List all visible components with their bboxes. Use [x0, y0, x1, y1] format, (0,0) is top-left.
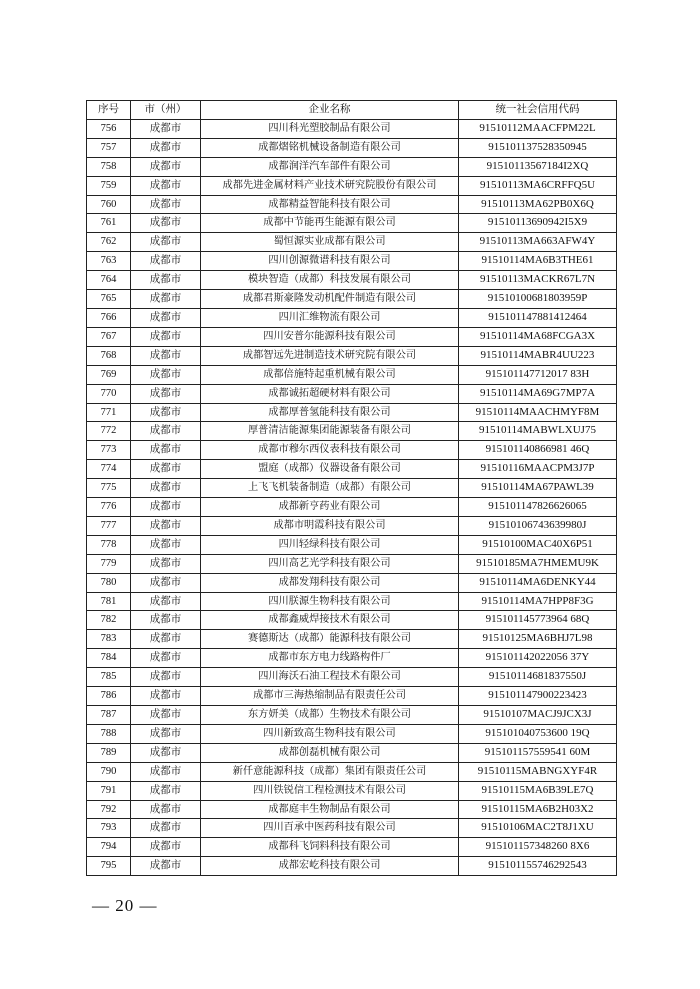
city-cell: 成都市 — [131, 290, 201, 309]
header-name: 企业名称 — [201, 101, 459, 120]
credit-code-cell: 91510114681837550J — [459, 668, 617, 687]
credit-code-cell: 915101147712017 83H — [459, 365, 617, 384]
company-name-cell: 成都发翔科技有限公司 — [201, 573, 459, 592]
seq-cell: 756 — [87, 119, 131, 138]
table-row — [87, 214, 617, 233]
credit-code-cell: 915101147826626065 — [459, 498, 617, 517]
city-cell: 成都市 — [131, 573, 201, 592]
city-cell: 成都市 — [131, 403, 201, 422]
credit-code-cell: 91510114MA7HPP8F3G — [459, 592, 617, 611]
credit-code-cell: 91510114MA6B3THE61 — [459, 252, 617, 271]
seq-cell: 758 — [87, 157, 131, 176]
credit-code-cell: 91510113690942I5X9 — [459, 214, 617, 233]
company-name-cell: 四川朕源生物科技有限公司 — [201, 592, 459, 611]
table-row — [87, 290, 617, 309]
header-seq: 序号 — [87, 101, 131, 120]
seq-cell: 766 — [87, 308, 131, 327]
credit-code-cell: 91510100MAC40X6P51 — [459, 535, 617, 554]
credit-code-cell: 915101040753600 19Q — [459, 724, 617, 743]
company-name-cell: 四川新致高生物科技有限公司 — [201, 724, 459, 743]
seq-cell: 783 — [87, 630, 131, 649]
table-row — [87, 233, 617, 252]
credit-code-cell: 91510100681803959P — [459, 290, 617, 309]
city-cell: 成都市 — [131, 762, 201, 781]
seq-cell: 784 — [87, 649, 131, 668]
city-cell: 成都市 — [131, 479, 201, 498]
city-cell: 成都市 — [131, 611, 201, 630]
seq-cell: 757 — [87, 138, 131, 157]
table-row — [87, 138, 617, 157]
seq-cell: 767 — [87, 327, 131, 346]
table-row — [87, 157, 617, 176]
company-name-cell: 四川高艺光学科技有限公司 — [201, 554, 459, 573]
credit-code-cell: 915101137528350945 — [459, 138, 617, 157]
seq-cell: 768 — [87, 346, 131, 365]
company-name-cell: 成都宏屹科技有限公司 — [201, 857, 459, 876]
table-row — [87, 554, 617, 573]
seq-cell: 762 — [87, 233, 131, 252]
city-cell: 成都市 — [131, 460, 201, 479]
seq-cell: 770 — [87, 384, 131, 403]
table-header — [87, 101, 617, 120]
city-cell: 成都市 — [131, 630, 201, 649]
company-name-cell: 东方妍美（成都）生物技术有限公司 — [201, 706, 459, 725]
seq-cell: 782 — [87, 611, 131, 630]
seq-cell: 795 — [87, 857, 131, 876]
city-cell: 成都市 — [131, 592, 201, 611]
company-name-cell: 成都熠铭机械设备制造有限公司 — [201, 138, 459, 157]
city-cell: 成都市 — [131, 724, 201, 743]
company-name-cell: 成都润洋汽车部件有限公司 — [201, 157, 459, 176]
seq-cell: 765 — [87, 290, 131, 309]
city-cell: 成都市 — [131, 687, 201, 706]
credit-code-cell: 915101147900223423 — [459, 687, 617, 706]
company-name-cell: 成都科飞饲料科技有限公司 — [201, 838, 459, 857]
table-row — [87, 271, 617, 290]
table-row — [87, 346, 617, 365]
table-row — [87, 668, 617, 687]
city-cell: 成都市 — [131, 346, 201, 365]
table-row — [87, 706, 617, 725]
credit-code-cell: 91510185MA7HMEMU9K — [459, 554, 617, 573]
company-name-cell: 四川铁锐信工程检测技术有限公司 — [201, 781, 459, 800]
table-body — [87, 119, 617, 875]
table-row — [87, 516, 617, 535]
company-name-cell: 盟庭（成都）仪器设备有限公司 — [201, 460, 459, 479]
company-name-cell: 成都精益智能科技有限公司 — [201, 195, 459, 214]
company-name-cell: 成都先进金属材料产业技术研究院股份有限公司 — [201, 176, 459, 195]
credit-code-cell: 91510114MA6DENKY44 — [459, 573, 617, 592]
seq-cell: 760 — [87, 195, 131, 214]
table-row — [87, 573, 617, 592]
table-row — [87, 743, 617, 762]
table-row — [87, 857, 617, 876]
company-name-cell: 新仟意能源科技（成都）集团有限责任公司 — [201, 762, 459, 781]
credit-code-cell: 91510106743639980J — [459, 516, 617, 535]
credit-code-cell: 915101140866981 46Q — [459, 441, 617, 460]
table-row — [87, 800, 617, 819]
credit-code-cell: 91510114MAACHMYF8M — [459, 403, 617, 422]
credit-code-cell: 915101142022056 37Y — [459, 649, 617, 668]
credit-code-cell: 91510125MA6BHJ7L98 — [459, 630, 617, 649]
credit-code-cell: 915101145773964 68Q — [459, 611, 617, 630]
city-cell: 成都市 — [131, 365, 201, 384]
seq-cell: 761 — [87, 214, 131, 233]
city-cell: 成都市 — [131, 649, 201, 668]
seq-cell: 794 — [87, 838, 131, 857]
city-cell: 成都市 — [131, 308, 201, 327]
credit-code-cell: 91510115MA6B2H03X2 — [459, 800, 617, 819]
credit-code-cell: 91510114MA68FCGA3X — [459, 327, 617, 346]
seq-cell: 791 — [87, 781, 131, 800]
table-row — [87, 422, 617, 441]
seq-cell: 786 — [87, 687, 131, 706]
city-cell: 成都市 — [131, 422, 201, 441]
credit-code-cell: 91510113MA62PB0X6Q — [459, 195, 617, 214]
table-row — [87, 592, 617, 611]
credit-code-cell: 91510116MAACPM3J7P — [459, 460, 617, 479]
header-city: 市（州） — [131, 101, 201, 120]
credit-code-cell: 91510113MA6CRFFQ5U — [459, 176, 617, 195]
table-row — [87, 498, 617, 517]
city-cell: 成都市 — [131, 271, 201, 290]
company-name-cell: 赛德斯达（成都）能源科技有限公司 — [201, 630, 459, 649]
credit-code-cell: 91510107MACJ9JCX3J — [459, 706, 617, 725]
table-row — [87, 119, 617, 138]
company-name-cell: 成都市三海热缩制品有限责任公司 — [201, 687, 459, 706]
table-row — [87, 724, 617, 743]
seq-cell: 764 — [87, 271, 131, 290]
company-name-cell: 成都市穆尔西仪表科技有限公司 — [201, 441, 459, 460]
seq-cell: 780 — [87, 573, 131, 592]
seq-cell: 790 — [87, 762, 131, 781]
credit-code-cell: 91510112MAACFPM22L — [459, 119, 617, 138]
credit-code-cell: 91510106MAC2T8J1XU — [459, 819, 617, 838]
company-name-cell: 成都创磊机械有限公司 — [201, 743, 459, 762]
company-name-cell: 成都中节能再生能源有限公司 — [201, 214, 459, 233]
seq-cell: 777 — [87, 516, 131, 535]
city-cell: 成都市 — [131, 535, 201, 554]
credit-code-cell: 91510115MABNGXYF4R — [459, 762, 617, 781]
company-name-cell: 成都诚拓超硬材料有限公司 — [201, 384, 459, 403]
city-cell: 成都市 — [131, 441, 201, 460]
company-name-cell: 四川百承中医药科技有限公司 — [201, 819, 459, 838]
city-cell: 成都市 — [131, 706, 201, 725]
company-name-cell: 四川科光塑胶制品有限公司 — [201, 119, 459, 138]
city-cell: 成都市 — [131, 214, 201, 233]
table-row — [87, 535, 617, 554]
seq-cell: 789 — [87, 743, 131, 762]
seq-cell: 763 — [87, 252, 131, 271]
credit-code-cell: 915101157559541 60M — [459, 743, 617, 762]
city-cell: 成都市 — [131, 498, 201, 517]
credit-code-cell: 91510114MA67PAWL39 — [459, 479, 617, 498]
seq-cell: 788 — [87, 724, 131, 743]
seq-cell: 793 — [87, 819, 131, 838]
seq-cell: 769 — [87, 365, 131, 384]
seq-cell: 781 — [87, 592, 131, 611]
company-name-cell: 成都倍施特起重机械有限公司 — [201, 365, 459, 384]
table-row — [87, 611, 617, 630]
seq-cell: 776 — [87, 498, 131, 517]
company-name-cell: 成都智远先进制造技术研究院有限公司 — [201, 346, 459, 365]
company-name-cell: 模块智造（成都）科技发展有限公司 — [201, 271, 459, 290]
table-row — [87, 308, 617, 327]
company-name-cell: 成都庭丰生物制品有限公司 — [201, 800, 459, 819]
city-cell: 成都市 — [131, 743, 201, 762]
company-name-cell: 成都市明霞科技有限公司 — [201, 516, 459, 535]
table-row — [87, 327, 617, 346]
city-cell: 成都市 — [131, 119, 201, 138]
seq-cell: 759 — [87, 176, 131, 195]
seq-cell: 775 — [87, 479, 131, 498]
table-row — [87, 252, 617, 271]
company-name-cell: 四川海沃石油工程技术有限公司 — [201, 668, 459, 687]
seq-cell: 772 — [87, 422, 131, 441]
city-cell: 成都市 — [131, 668, 201, 687]
table-row — [87, 762, 617, 781]
city-cell: 成都市 — [131, 195, 201, 214]
company-name-cell: 蜀恒源实业成都有限公司 — [201, 233, 459, 252]
city-cell: 成都市 — [131, 384, 201, 403]
page-number: — 20 — — [92, 896, 158, 915]
city-cell: 成都市 — [131, 233, 201, 252]
table-row — [87, 403, 617, 422]
company-name-cell: 成都厚普氢能科技有限公司 — [201, 403, 459, 422]
header-row — [87, 101, 617, 120]
table-row — [87, 479, 617, 498]
company-name-cell: 成都鑫威焊接技术有限公司 — [201, 611, 459, 630]
company-name-cell: 四川汇维物流有限公司 — [201, 308, 459, 327]
city-cell: 成都市 — [131, 819, 201, 838]
city-cell: 成都市 — [131, 838, 201, 857]
company-name-cell: 成都市东方电力线路构件厂 — [201, 649, 459, 668]
header-code: 统一社会信用代码 — [459, 101, 617, 120]
seq-cell: 787 — [87, 706, 131, 725]
company-name-cell: 成都新亨药业有限公司 — [201, 498, 459, 517]
seq-cell: 792 — [87, 800, 131, 819]
city-cell: 成都市 — [131, 857, 201, 876]
company-table-container — [86, 100, 616, 876]
table-row — [87, 781, 617, 800]
table-row — [87, 649, 617, 668]
city-cell: 成都市 — [131, 516, 201, 535]
city-cell: 成都市 — [131, 327, 201, 346]
table-row — [87, 384, 617, 403]
credit-code-cell: 915101157348260 8X6 — [459, 838, 617, 857]
company-name-cell: 四川轻绿科技有限公司 — [201, 535, 459, 554]
table-row — [87, 195, 617, 214]
company-name-cell: 成都君斯豪隆发动机配件制造有限公司 — [201, 290, 459, 309]
table-row — [87, 441, 617, 460]
table-row — [87, 460, 617, 479]
seq-cell: 778 — [87, 535, 131, 554]
table-row — [87, 819, 617, 838]
city-cell: 成都市 — [131, 138, 201, 157]
credit-code-cell: 91510114MABR4UU223 — [459, 346, 617, 365]
credit-code-cell: 915101155746292543 — [459, 857, 617, 876]
seq-cell: 774 — [87, 460, 131, 479]
seq-cell: 785 — [87, 668, 131, 687]
credit-code-cell: 915101147881412464 — [459, 308, 617, 327]
credit-code-cell: 91510114MABWLXUJ75 — [459, 422, 617, 441]
table-row — [87, 838, 617, 857]
table-row — [87, 176, 617, 195]
seq-cell: 773 — [87, 441, 131, 460]
credit-code-cell: 91510113MA663AFW4Y — [459, 233, 617, 252]
table-row — [87, 687, 617, 706]
seq-cell: 779 — [87, 554, 131, 573]
credit-code-cell: 91510113MACKR67L7N — [459, 271, 617, 290]
city-cell: 成都市 — [131, 252, 201, 271]
seq-cell: 771 — [87, 403, 131, 422]
credit-code-cell: 91510113567184I2XQ — [459, 157, 617, 176]
company-name-cell: 四川安普尔能源科技有限公司 — [201, 327, 459, 346]
company-name-cell: 四川创源微谱科技有限公司 — [201, 252, 459, 271]
city-cell: 成都市 — [131, 800, 201, 819]
company-name-cell: 上飞飞机装备制造（成都）有限公司 — [201, 479, 459, 498]
city-cell: 成都市 — [131, 176, 201, 195]
city-cell: 成都市 — [131, 554, 201, 573]
table-row — [87, 365, 617, 384]
city-cell: 成都市 — [131, 157, 201, 176]
credit-code-cell: 91510114MA69G7MP7A — [459, 384, 617, 403]
company-name-cell: 厚普清洁能源集团能源装备有限公司 — [201, 422, 459, 441]
company-table — [86, 100, 617, 876]
credit-code-cell: 91510115MA6B39LE7Q — [459, 781, 617, 800]
table-row — [87, 630, 617, 649]
city-cell: 成都市 — [131, 781, 201, 800]
